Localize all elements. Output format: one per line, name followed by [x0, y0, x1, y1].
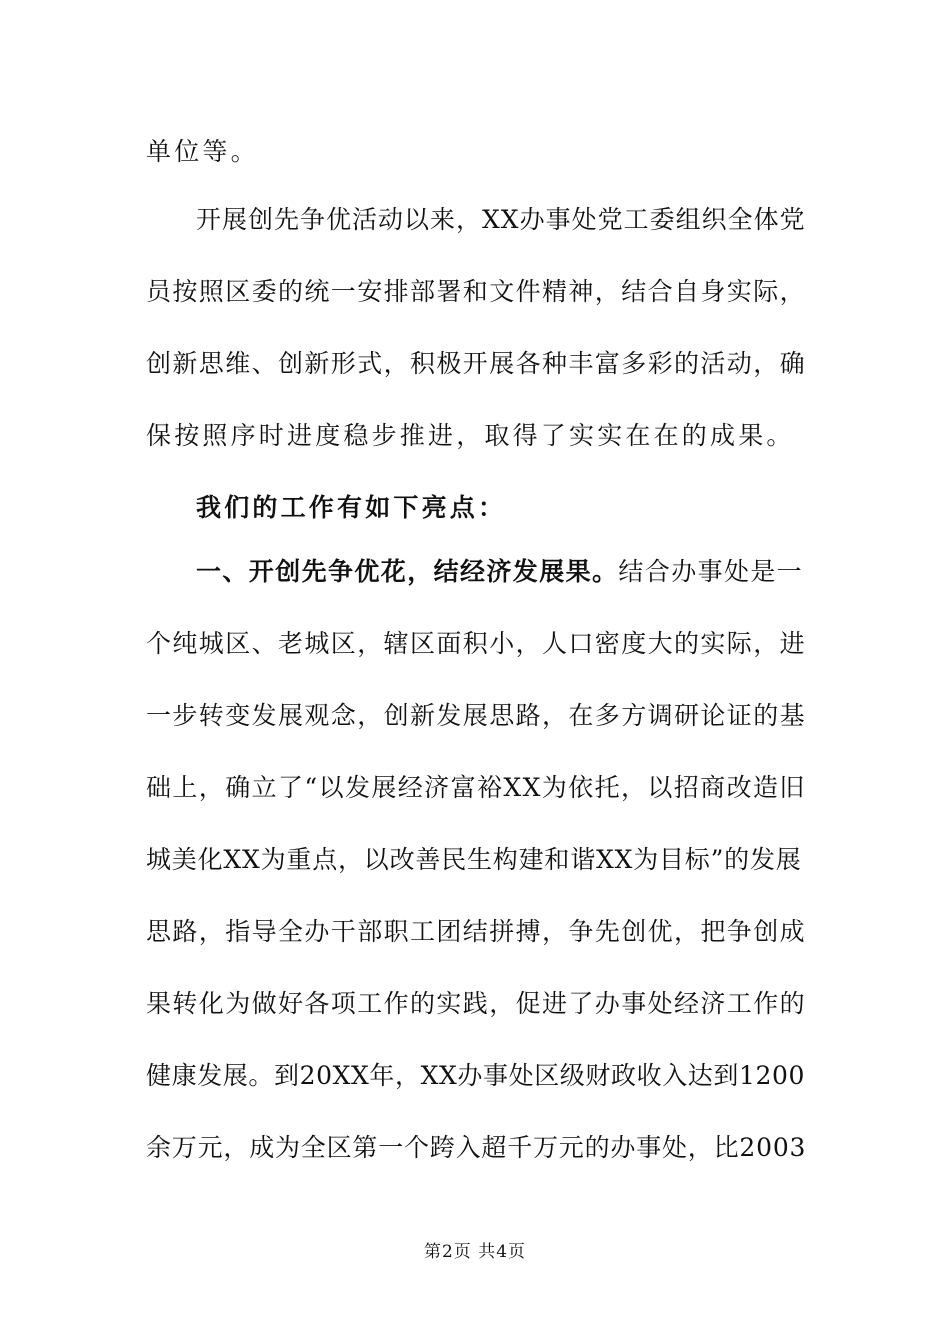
paragraph-line [146, 988, 806, 1020]
line-text: 思路，指导全办干部职工团结拼搏，争先创优，把争创成 [146, 917, 807, 946]
line-text: 创新思维、创新形式，积极开展各种丰富多彩的活动，确 [146, 349, 807, 378]
section-heading: 一、开创先争优花，结经济发展果。 [196, 557, 619, 586]
line-text: 城美化XX为重点，以改善民生构建和谐XX为目标”的发展 [146, 845, 802, 874]
paragraph-line [146, 700, 806, 732]
paragraph-line [146, 916, 806, 948]
paragraph-line [146, 1132, 806, 1164]
paragraph-line [146, 276, 806, 308]
line-text: 个纯城区、老城区，辖区面积小，人口密度大的实际，进 [146, 629, 807, 658]
paragraph-line [146, 1060, 806, 1092]
line-text: 果转化为做好各项工作的实践，促进了办事处经济工作的 [146, 989, 807, 1018]
paragraph-line [146, 136, 806, 168]
line-text: 员按照区委的统一安排部署和文件精神，结合自身实际， [146, 277, 807, 306]
line-text: 一步转变发展观念，创新发展思路，在多方调研论证的基 [146, 701, 807, 730]
line-text: 我们的工作有如下亮点： [196, 493, 507, 522]
line-text: 础上，确立了“以发展经济富裕XX为依托，以招商改造旧 [146, 773, 806, 802]
paragraph-line [146, 844, 806, 876]
paragraph-line [146, 420, 806, 452]
paragraph-line [146, 348, 806, 380]
paragraph-line [196, 204, 806, 236]
paragraph-line [146, 772, 806, 804]
line-text: 健康发展。到20XX年，XX办事处区级财政收入达到1200 [146, 1061, 806, 1090]
line-text: 单位等。 [146, 137, 259, 166]
line-text: 余万元，成为全区第一个跨入超千万元的办事处，比2003 [146, 1133, 807, 1162]
page-number-label: 第2页 共4页 [423, 1242, 527, 1262]
paragraph-line [196, 556, 806, 588]
line-text: 开展创先争优活动以来，XX办事处党工委组织全体党 [196, 205, 806, 234]
line-text: 保按照序时进度稳步推进，取得了实实在在的成果。 [146, 421, 795, 450]
page-footer [0, 1240, 950, 1264]
line-text: 结合办事处是一 [618, 557, 804, 586]
paragraph-line [146, 628, 806, 660]
section-intro-line [196, 492, 806, 524]
